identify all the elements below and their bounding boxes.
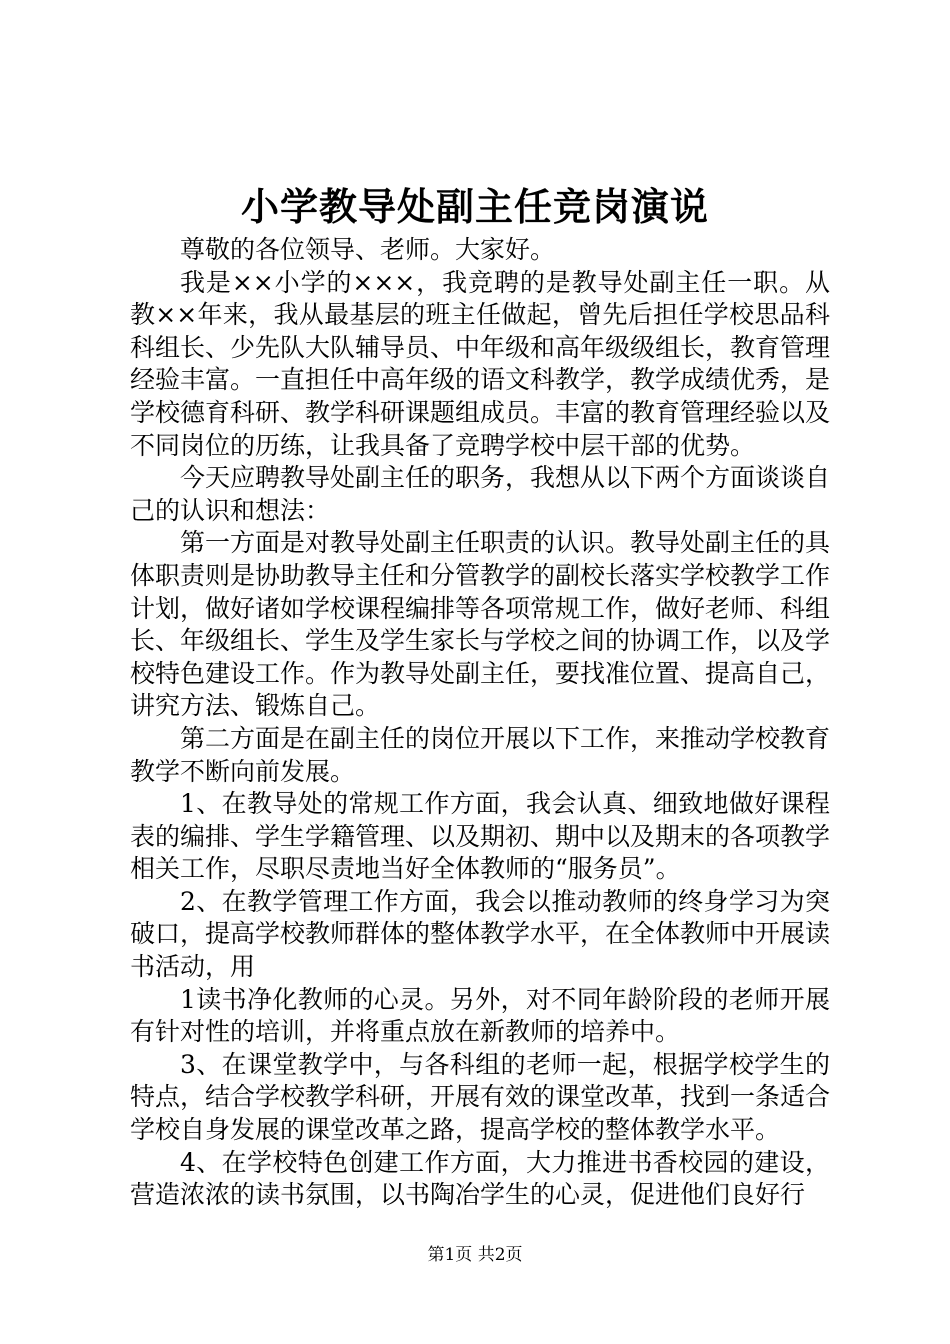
document-body [130, 234, 830, 1212]
paragraph-item-1: 1、在教导处的常规工作方面，我会认真、细致地做好课程表的编排、学生学籍管理、以及期初、期中以及期末的各项教学相关工作，尽职尽责地当好全体教师的“服务员”。 [130, 789, 831, 884]
document-title: 小学教导处副主任竞岗演说 [240, 184, 709, 229]
paragraph-item-4: 4、在学校特色创建工作方面，大力推进书香校园的建设，营造浓浓的读书氛围，以书陶冶学生的心灵，促进他们良好行 [130, 1147, 830, 1210]
paragraph-item-2: 2、在教学管理工作方面，我会以推动教师的终身学习为突破口，提高学校教师群体的整体教学水平，在全体教师中开展读书活动，用 [130, 886, 831, 982]
paragraph-item-2-continued: 1读书净化教师的心灵。另外，对不同年龄阶段的老师开展有针对性的培训，并将重点放在新教师的培养中。 [130, 984, 830, 1047]
page-number-footer: 第1页 共2页 [427, 1245, 523, 1265]
paragraph-introduction: 我是××小学的×××，我竞聘的是教导处副主任一职。从教××年来，我从最基层的班主任做起，曾先后担任学校思品科科组长、少先队大队辅导员、中年级和高年级级组长，教育管理经验丰富。一直担任中高年级的语文科教学，教学成绩优秀，是学校德育科研、教学科研课题组成员。丰富的教育管理经验以及不同岗位的历练，让我具备了竞聘学校中层干部的优势。 [130, 267, 831, 460]
paragraph-greeting: 尊敬的各位领导、老师。大家好。 [180, 235, 556, 264]
paragraph-second-aspect: 第二方面是在副主任的岗位开展以下工作，来推动学校教育教学不断向前发展。 [130, 723, 831, 786]
paragraph-first-aspect: 第一方面是对教导处副主任职责的认识。教导处副主任的具体职责则是协助教导主任和分管教学的副校长落实学校教学工作计划，做好诸如学校课程编排等各项常规工作，做好老师、科组长、年级组长、学生及学生家长与学校之间的协调工作，以及学校特色建设工作。作为教导处副主任，要找准位置、提高自己，讲究方法、锻炼自己。 [130, 528, 831, 721]
paragraph-item-3: 3、在课堂教学中，与各科组的老师一起，根据学校学生的特点，结合学校教学科研，开展有效的课堂改革，找到一条适合学校自身发展的课堂改革之路，提高学校的整体教学水平。 [130, 1049, 831, 1145]
paragraph-overview: 今天应聘教导处副主任的职务，我想从以下两个方面谈谈自己的认识和想法： [130, 463, 831, 525]
